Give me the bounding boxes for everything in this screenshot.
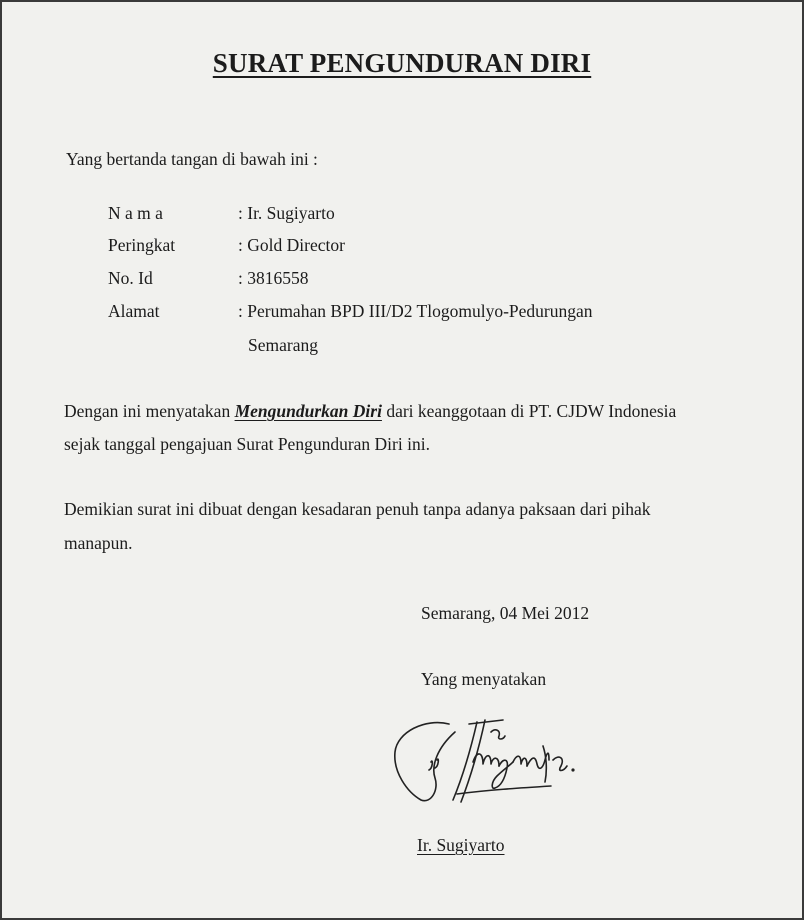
signer-name: Ir. Sugiyarto: [417, 835, 505, 855]
field-value-address: : Perumahan BPD III/D2 Tlogomulyo-Pedurungan: [238, 301, 593, 321]
letter-title: SURAT PENGUNDURAN DIRI: [212, 48, 592, 78]
field-value-name: : Ir. Sugiyarto: [238, 203, 335, 223]
field-value-rank: : Gold Director: [238, 235, 345, 255]
field-value-id: : 3816558: [238, 268, 309, 288]
field-label-rank: Peringkat: [108, 235, 176, 255]
declaration-line-1: [64, 401, 676, 422]
place-date: Semarang, 04 Mei 2012: [421, 603, 590, 623]
closing-line-1: Demikian surat ini dibuat dengan kesadaran penuh tanpa adanya paksaan dari pihak: [64, 499, 651, 519]
field-label-id: No. Id: [108, 268, 153, 288]
declaration-emphasis: Mengundurkan Diri: [234, 401, 382, 421]
declaration-suffix: dari keanggotaan di PT. CJDW Indonesia: [381, 401, 677, 421]
field-label-address: Alamat: [108, 301, 160, 321]
closing-phrase: Yang menyatakan: [421, 669, 547, 689]
closing-line-2: manapun.: [64, 533, 133, 553]
declaration-line-2: sejak tanggal pengajuan Surat Pengunduran Diri ini.: [64, 434, 430, 454]
field-label-name: N a m a: [108, 203, 163, 223]
address-line-2: Semarang: [248, 335, 318, 355]
declaration-prefix: Dengan ini menyatakan: [64, 401, 235, 421]
opening-line: Yang bertanda tangan di bawah ini :: [66, 149, 318, 169]
handwritten-signature: [387, 710, 587, 810]
